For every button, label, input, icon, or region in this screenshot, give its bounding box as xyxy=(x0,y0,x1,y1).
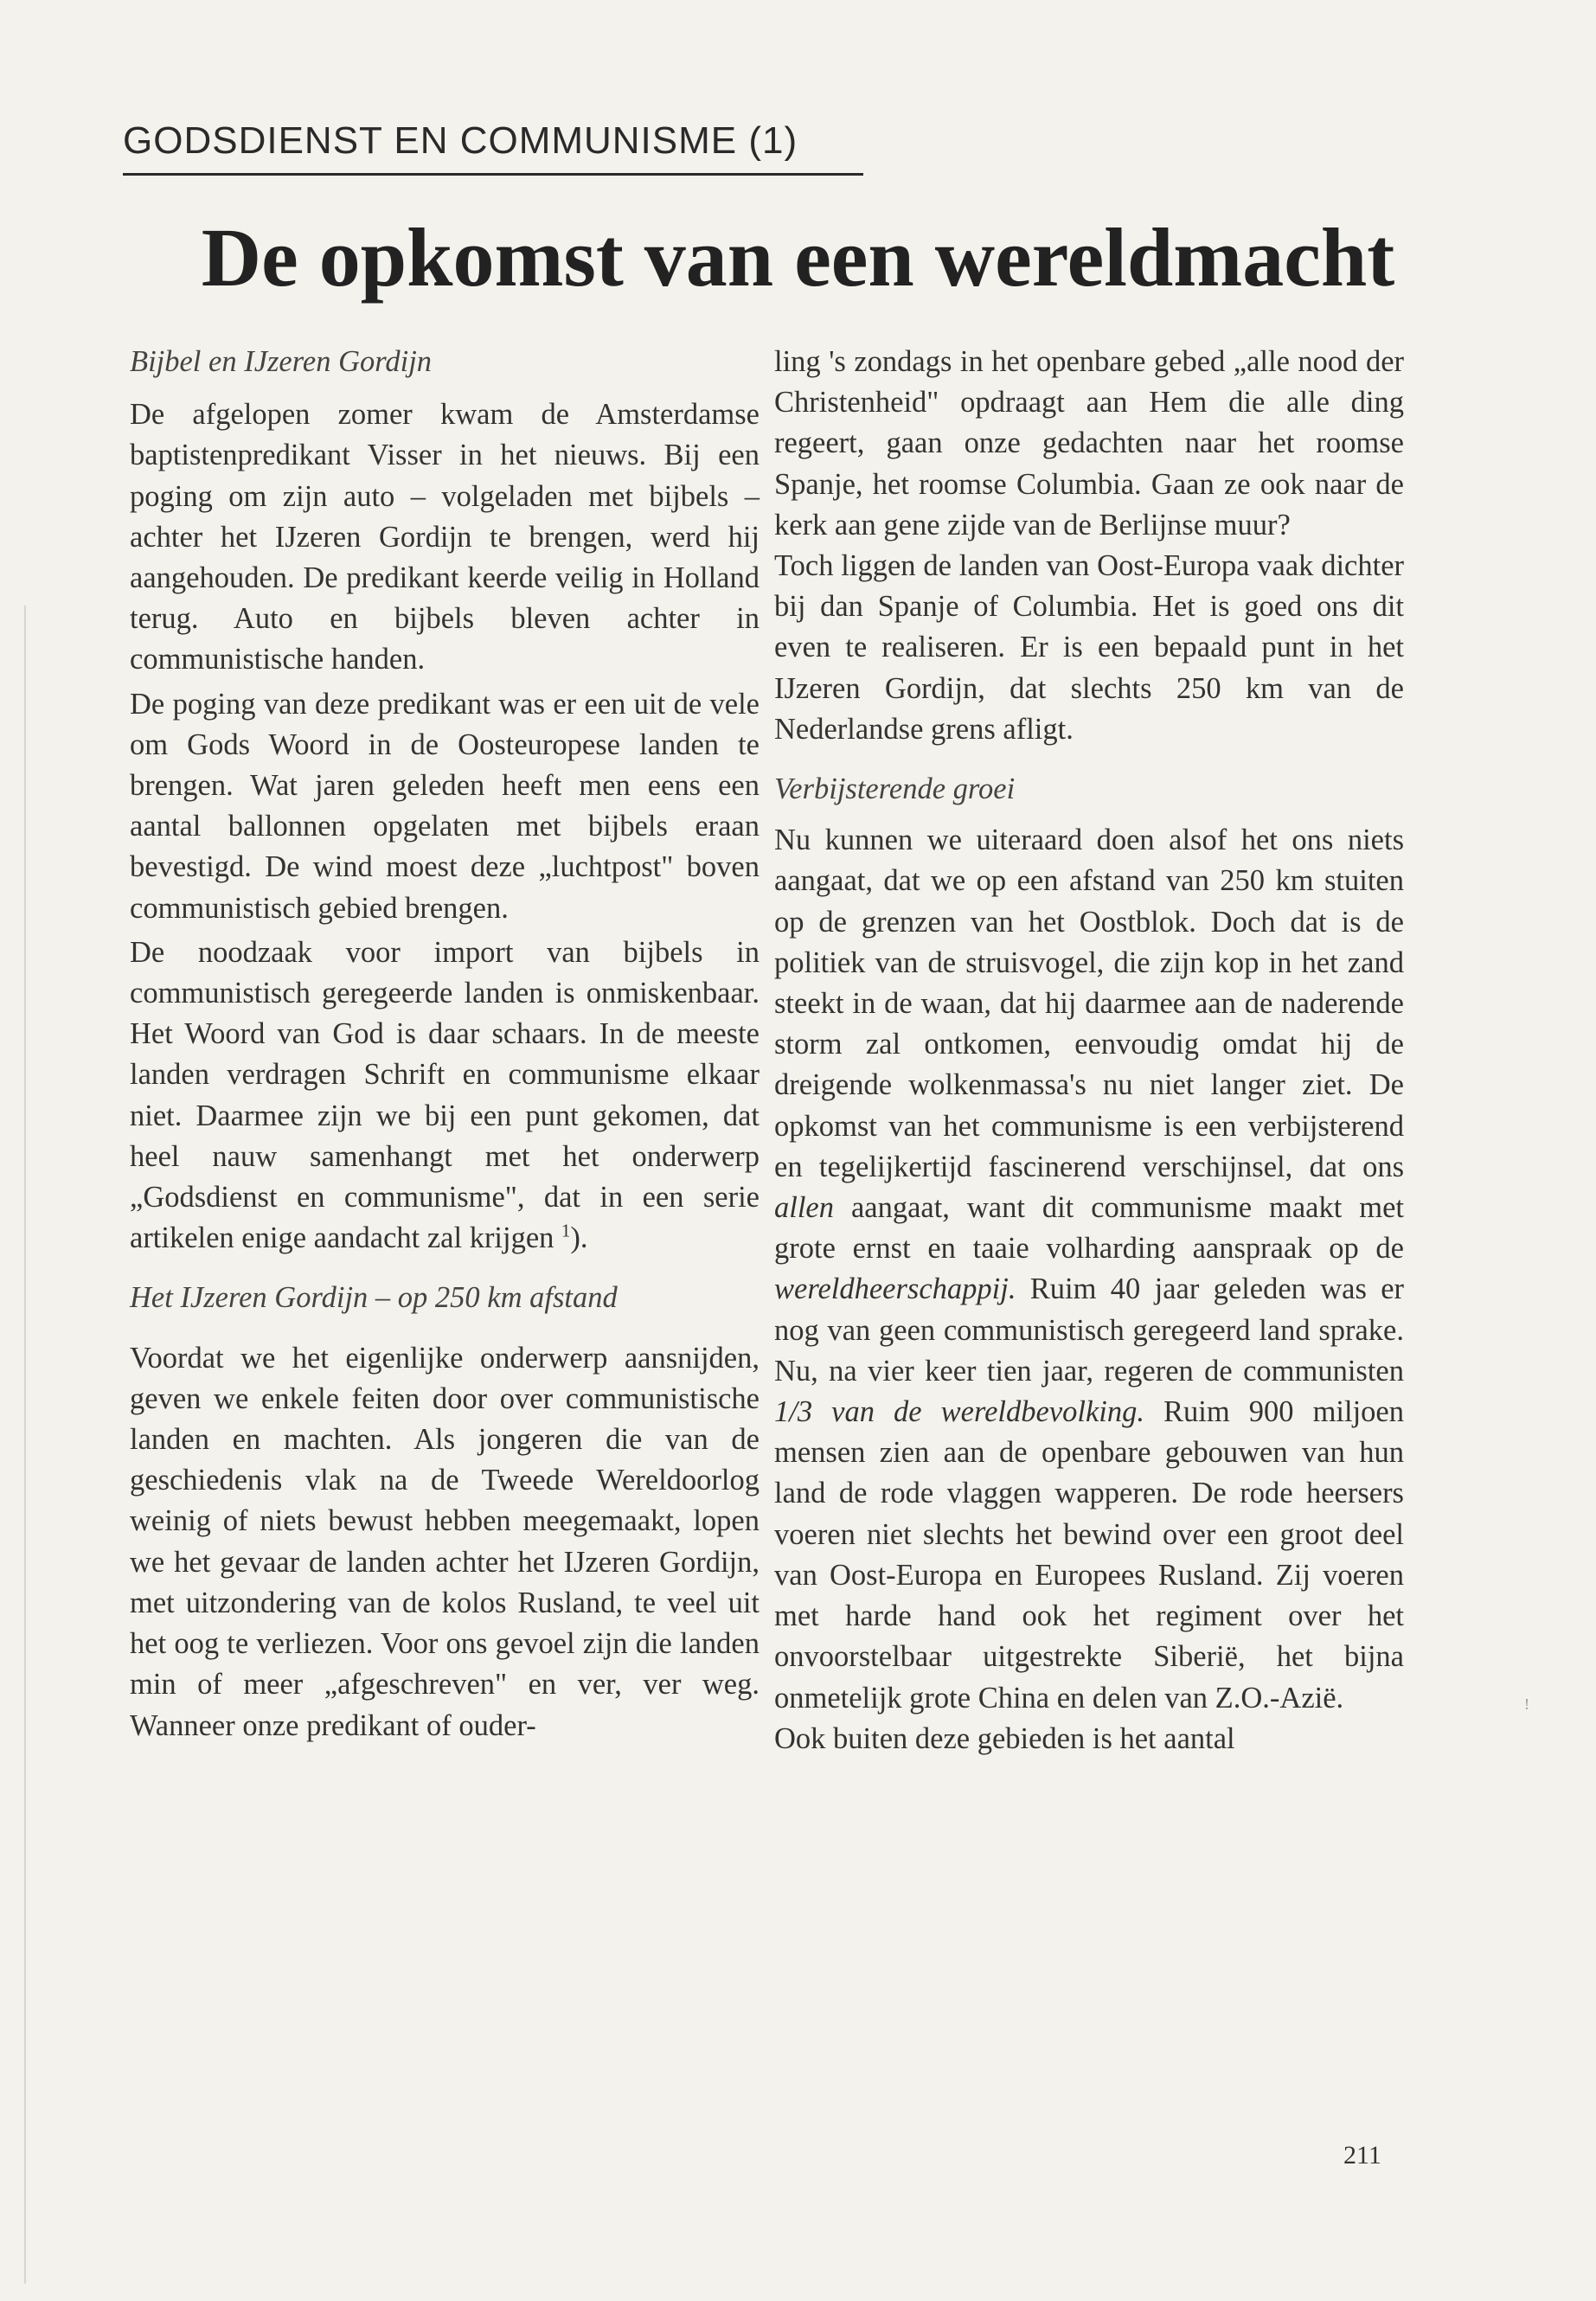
paragraph-text: De noodzaak voor import van bijbels in communistisch geregeerde landen is onmiskenbaar. Het Woord van God is daar schaars. In de meeste landen verdragen Schrift en communisme elkaar niet. Daarmee zijn we bij een punt gekomen, dat heel nauw samenhangt met het onderwerp „Godsdienst en communisme", dat in een serie artikelen enige aandacht zal krijgen xyxy=(130,935,760,1255)
paragraph-text: aangaat, want dit communisme maakt met grote ernst en taaie volharding aanspraak op de xyxy=(774,1191,1405,1266)
emphasis-wereldbevolking: 1/3 van de wereldbevolking. xyxy=(774,1395,1144,1429)
emphasis-allen: allen xyxy=(774,1191,834,1225)
paragraph xyxy=(774,820,1404,1718)
paragraph-text: Ruim 900 miljoen mensen zien aan de openbare gebouwen van hun land de rode vlaggen wapperen. De rode heersers voeren niet slechts het bewind over een groot deel van Oost-Europa en Europees Rusland. Zij voeren met harde hand ook het regiment over het onvoorstelbaar uitgestrekte Siberië, het bijna onmetelijk grote China en delen van Z.O.-Azië. xyxy=(774,1395,1404,1715)
paragraph: De poging van deze predikant was er een uit de vele om Gods Woord in de Oosteuropese landen te brengen. Wat jaren geleden heeft men eens een aantal ballonnen opgelaten met bijbels eraan bevestigd. De wind moest deze „luchtpost" boven communistisch gebied brengen. xyxy=(130,687,760,925)
paragraph xyxy=(130,933,760,1259)
paragraph: Voordat we het eigenlijke onderwerp aansnijden, geven we enkele feiten door over communistische landen en machten. Als jongeren die van de geschiedenis vlak na de Tweede Wereldoorlog weinig of niets bewust hebben meegemaakt, lopen we het gevaar de landen achter het IJzeren Gordijn, met uitzondering van de kolos Rusland, te veel uit het oog te verliezen. Voor ons gevoel zijn die landen min of meer „afgeschreven" en ver, ver weg. Wanneer onze predikant of ouder- xyxy=(130,1341,760,1742)
paragraph-text: Nu kunnen we uiteraard doen alsof het ons niets aangaat, dat we op een afstand van 250 km stuiten op de grenzen van het Oostblok. Doch dat is de politiek van de struisvogel, die zijn kop in het zand steekt in de waan, dat hij daarmee aan de naderende storm zal ontkomen, eenvoudig omdat hij de dreigende wolkenmassa's nu niet langer ziet. De opkomst van het communisme is een verbijsterend en tegelijkertijd fascinerend verschijnsel, dat ons xyxy=(774,824,1404,1183)
footnote-marker: 1 xyxy=(561,1221,571,1241)
subheading-bijbel: Bijbel en IJzeren Gordijn xyxy=(130,345,433,378)
paragraph-text: Ruim 40 jaar geleden was er nog van geen communistisch geregeerd land sprake. Nu, na vier keer tien jaar, regeren de communisten xyxy=(774,1272,1404,1388)
section-heading: GODSDIENST EN COMMUNISME (1) xyxy=(123,119,798,162)
right-column xyxy=(774,342,1404,1759)
paragraph: ling 's zondags in het openbare gebed „alle nood der Christenheid" opdraagt aan Hem die alle ding regeert, gaan onze gedachten naar het roomse Spanje, het roomse Columbia. Gaan ze ook naar de kerk aan gene zijde van de Berlijnse muur? xyxy=(774,345,1404,542)
margin-line xyxy=(24,606,26,2284)
left-column xyxy=(130,342,760,1747)
paragraph: Toch liggen de landen van Oost-Europa vaak dichter bij dan Spanje of Columbia. Het is goed ons dit even te realiseren. Er is een bepaald punt in het IJzeren Gordijn, dat slechts 250 km van de Nederlandse grens afligt. xyxy=(774,549,1404,746)
paragraph-end: ). xyxy=(570,1221,588,1255)
scan-speck: ! xyxy=(1524,1695,1529,1713)
paragraph: De afgelopen zomer kwam de Amsterdamse baptistenpredikant Visser in het nieuws. Bij een poging om zijn auto – volgeladen met bijbels – achter het IJzeren Gordijn te brengen, werd hij aangehouden. De predikant keerde veilig in Holland terug. Auto en bijbels bleven achter in communistische handen. xyxy=(130,398,760,676)
paragraph: Ook buiten deze gebieden is het aantal xyxy=(774,1721,1235,1755)
page-number: 211 xyxy=(1343,2141,1381,2170)
emphasis-wereldheerschappij: wereldheerschappij. xyxy=(774,1272,1016,1306)
heading-rule xyxy=(123,173,863,176)
article-title: De opkomst van een wereldmacht xyxy=(201,211,1395,304)
subheading-ijzeren-gordijn: Het IJzeren Gordijn – op 250 km afstand xyxy=(130,1281,618,1315)
subheading-verbijsterende-groei: Verbijsterende groei xyxy=(774,772,1016,806)
